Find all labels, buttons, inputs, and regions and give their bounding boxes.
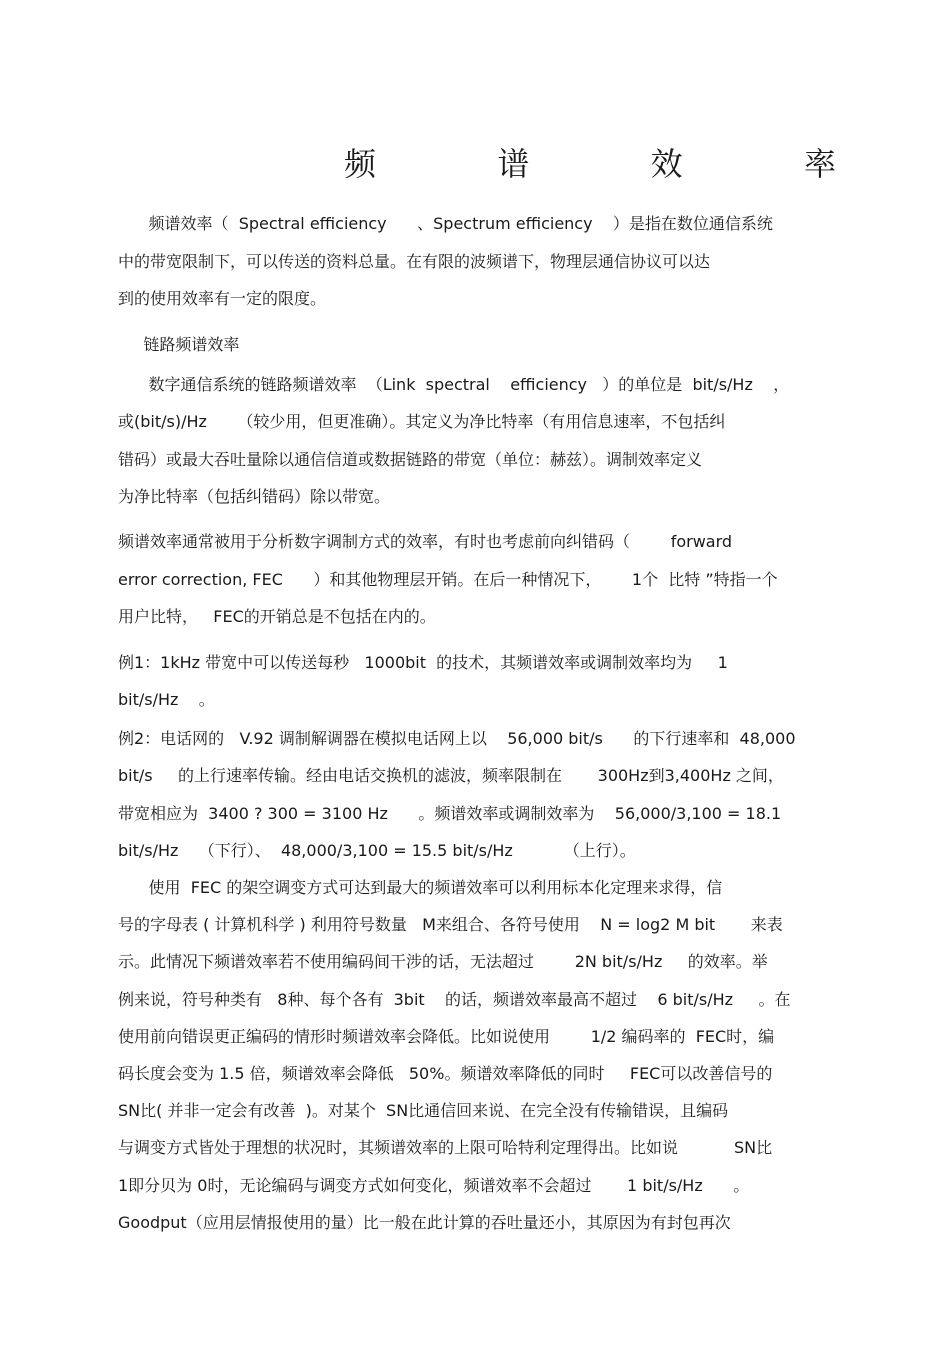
body-line: 数字通信系统的链路频谱效率 （Link spectral efficiency ）的单位是 bit/s/Hz ， — [118, 375, 790, 394]
title-char: 率 — [803, 145, 836, 183]
example-line: bit/s/Hz （下行）、 48,000/3,100 = 15.5 bit/s/Hz （上行）。 — [118, 841, 636, 860]
body-line: 例来说，符号种类有 8种、每个各有 3bit 的话，频谱效率最高不超过 6 bit/s/Hz 。在 — [118, 990, 791, 1009]
body-line: 码长度会变为 1.5 倍，频谱效率会降低 50%。频谱效率降低的同时 FEC可以改善信号的 — [118, 1064, 773, 1083]
body-line: 号的字母表 ( 计算机科学 ) 利用符号数量 M来组合、各符号使用 N = log2 M bit 来表 — [118, 915, 783, 934]
section-heading: 链路频谱效率 — [118, 335, 240, 354]
body-line: 1即分贝为 0时，无论编码与调变方式如何变化，频谱效率不会超过 1 bit/s/Hz 。 — [118, 1176, 750, 1195]
title-char: 效 — [650, 145, 683, 183]
body-line: 使用 FEC 的架空调变方式可达到最大的频谱效率可以利用标本化定理来求得，信 — [118, 878, 723, 897]
body-line: 使用前向错误更正编码的情形时频谱效率会降低。比如说使用 1/2 编码率的 FEC时，编 — [118, 1027, 775, 1046]
body-line: 与调变方式皆处于理想的状况时，其频谱效率的上限可哈特利定理得出。比如说 SN比 — [118, 1138, 773, 1157]
body-line: 为净比特率（包括纠错码）除以带宽。 — [118, 487, 391, 506]
example-line: 例1：1kHz 带宽中可以传送每秒 1000bit 的技术，其频谱效率或调制效率均为 1 — [118, 653, 728, 672]
body-line: SN比( 并非一定会有改善 )。对某个 SN比通信回来说、在完全没有传输错误，且编码 — [118, 1101, 729, 1120]
example-line: bit/s/Hz 。 — [118, 690, 215, 709]
title-char: 频 — [343, 145, 376, 183]
body-line: 频谱效率通常被用于分析数字调制方式的效率，有时也考虑前向纠错码（ forward — [118, 532, 733, 551]
page-title — [340, 140, 840, 184]
example-line: 带宽相应为 3400 ? 300 = 3100 Hz 。频谱效率或调制效率为 56,000/3,100 = 18.1 — [118, 804, 782, 823]
example-line: bit/s 的上行速率传输。经由电话交换机的滤波，频率限制在 300Hz到3,400Hz 之间， — [118, 766, 784, 785]
title-char: 谱 — [497, 145, 530, 183]
body-line: 用户比特， FEC的开销总是不包括在内的。 — [118, 607, 436, 626]
body-line: 到的使用效率有一定的限度。 — [118, 289, 327, 308]
body-line: 频谱效率（ Spectral efficiency 、Spectrum efficiency ）是指在数位通信系统 — [118, 214, 773, 233]
body-line: error correction, FEC ）和其他物理层开销。在后一种情况下， 1个 比特 ”特指一个 — [118, 570, 778, 589]
example-line: 例2：电话网的 V.92 调制解调器在模拟电话网上以 56,000 bit/s 的下行速率和 48,000 — [118, 729, 796, 748]
body-line: 中的带宽限制下，可以传送的资料总量。在有限的波频谱下，物理层通信协议可以达 — [118, 252, 711, 271]
body-line: 示。此情况下频谱效率若不使用编码间干涉的话，无法超过 2N bit/s/Hz 的效率。举 — [118, 952, 768, 971]
body-line: 或(bit/s)/Hz （较少用，但更准确）。其定义为净比特率（有用信息速率，不包括纠 — [118, 412, 726, 431]
body-line: 错码）或最大吞吐量除以通信信道或数据链路的带宽（单位：赫兹）。调制效率定义 — [118, 450, 703, 469]
body-line: Goodput（应用层情报使用的量）比一般在此计算的吞吐量还小，其原因为有封包再次 — [118, 1213, 731, 1232]
